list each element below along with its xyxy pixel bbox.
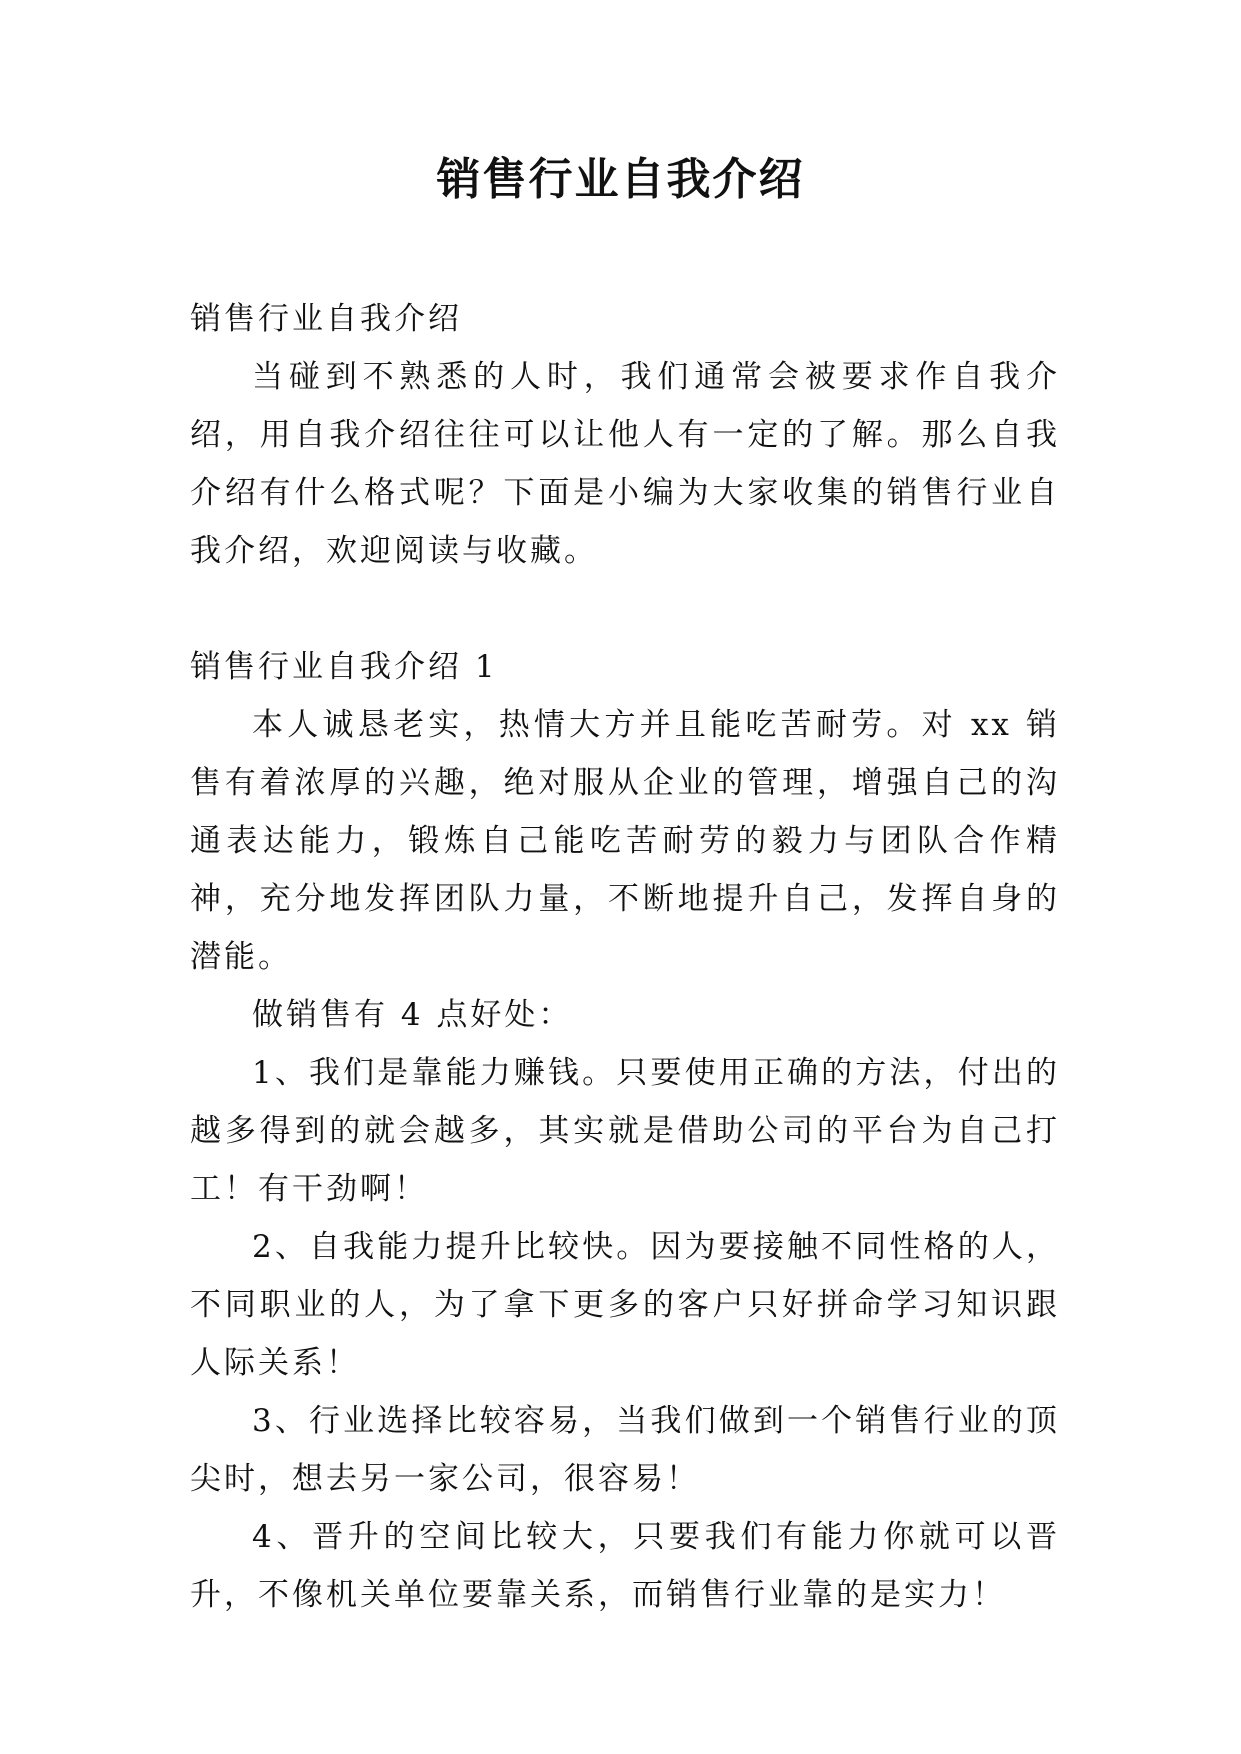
section-heading: 销售行业自我介绍 [190, 301, 462, 337]
body-paragraph: 做销售有 4 点好处： [252, 997, 573, 1033]
intro-paragraph: 当碰到不熟悉的人时，我们通常会被要求作自我介绍，用自我介绍往往可以让他人有一定的了解。那么自我介绍有什么格式呢？下面是小编为大家收集的销售行业自我介绍，欢迎阅读与收藏。 [190, 359, 1060, 569]
body-paragraph: 本人诚恳老实，热情大方并且能吃苦耐劳。对 xx 销售有着浓厚的兴趣，绝对服从企业的管理，增强自己的沟通表达能力，锻炼自己能吃苦耐劳的毅力与团队合作精神，充分地发挥团队力量，不断地提升自己，发挥自身的潜能。 [190, 707, 1060, 975]
document-body [190, 290, 1060, 1624]
list-item: 3、行业选择比较容易，当我们做到一个销售行业的顶尖时，想去另一家公司，很容易！ [190, 1403, 1060, 1497]
section-spacer [190, 580, 1060, 638]
list-item: 2、自我能力提升比较快。因为要接触不同性格的人，不同职业的人，为了拿下更多的客户只好拼命学习知识跟人际关系！ [190, 1229, 1060, 1381]
section-heading: 销售行业自我介绍 1 [190, 649, 498, 685]
list-item: 4、晋升的空间比较大，只要我们有能力你就可以晋升，不像机关单位要靠关系，而销售行业靠的是实力！ [190, 1519, 1060, 1613]
document-title: 销售行业自我介绍 [436, 154, 805, 205]
list-item: 1、我们是靠能力赚钱。只要使用正确的方法，付出的越多得到的就会越多，其实就是借助公司的平台为自己打工！有干劲啊！ [190, 1055, 1060, 1207]
